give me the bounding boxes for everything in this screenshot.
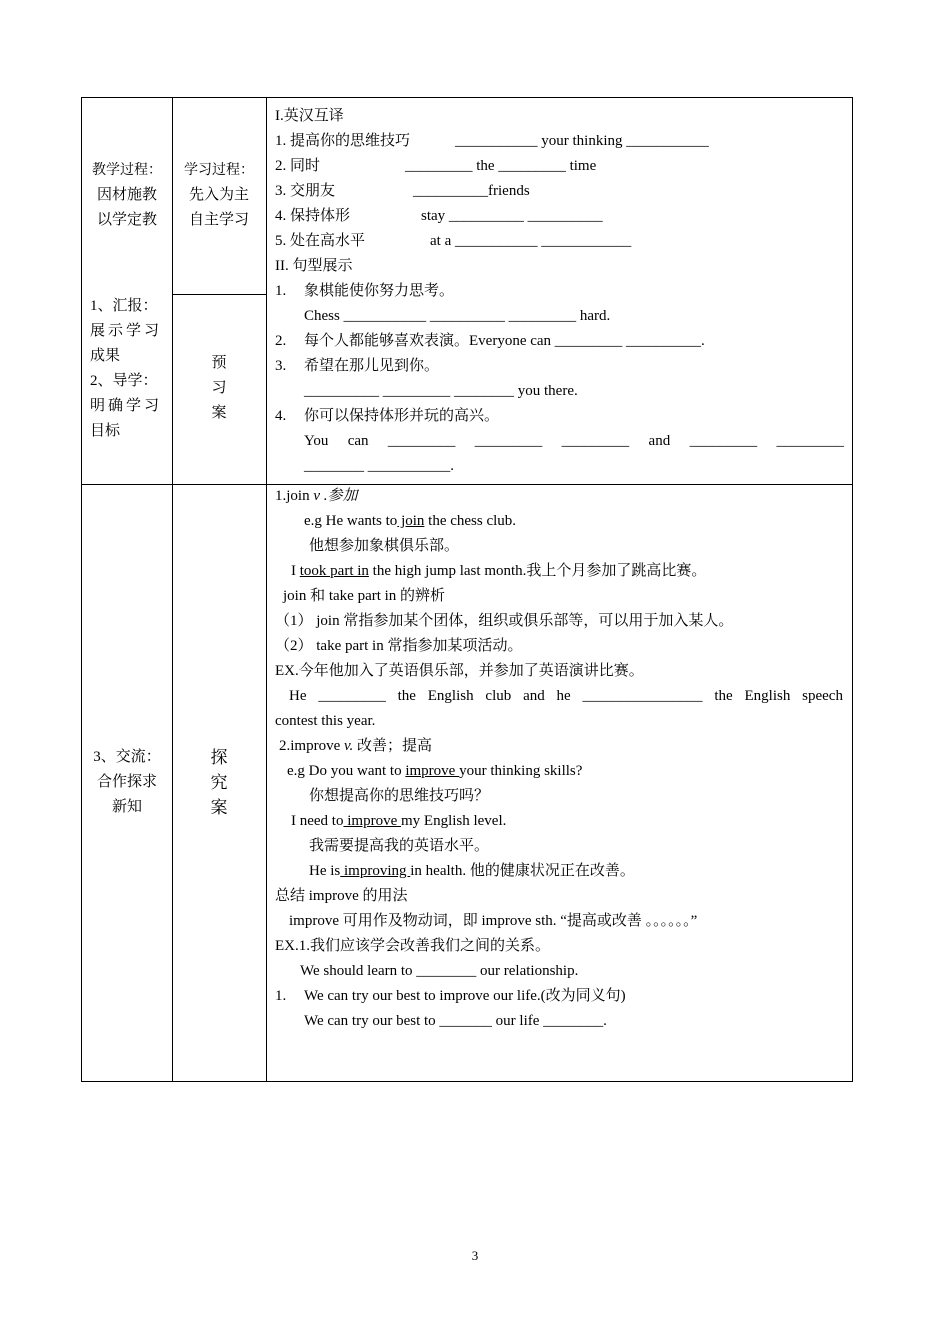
explore-line: （2） take part in 常指参加某项活动。 — [275, 638, 523, 654]
explore-line: I took part in the high jump last month.我上个月参加了跳高比赛。 — [291, 563, 707, 579]
preview-item-cn: 5. 处在高水平 — [275, 233, 366, 249]
explore-line: （1） join 常指参加某个团体，组织或俱乐部等，可以用于加入某人。 — [275, 613, 734, 629]
column-divider — [172, 98, 173, 1081]
preview-item-cn: 1. 提高你的思维技巧 — [275, 133, 411, 149]
explore-line-number: 1. — [275, 988, 287, 1004]
explore-line: 他想参加象棋俱乐部。 — [309, 538, 460, 554]
sentence-cn: 你可以保持体形并玩的高兴。 — [304, 408, 500, 424]
col2-preview-label: 预 习 案 — [211, 355, 227, 421]
explore-line: join 和 take part in 的辨析 — [283, 588, 446, 604]
sentence-full: 每个人都能够喜欢表演。Everyone can _________ __________. — [304, 333, 705, 349]
preview-item-en: ___________ your thinking ___________ — [455, 133, 709, 149]
preview-heading-1: I.英汉互译 — [275, 108, 344, 124]
preview-item-cn: 3. 交朋友 — [275, 183, 336, 199]
row-divider — [172, 294, 266, 295]
explore-line: 总结 improve 的用法 — [275, 888, 408, 904]
explore-line: We can try our best to _______ our life ________. — [304, 1013, 607, 1029]
explore-line: 2.improve v. 改善；提高 — [279, 738, 433, 754]
sentence-en: Chess ___________ __________ _________ hard. — [304, 308, 611, 324]
explore-line: He is improving in health. 他的健康状况正在改善。 — [309, 863, 635, 879]
sentence-number: 1. — [275, 283, 287, 299]
col1-report-guide-label: 1、汇报： 展示学习 成果 2、导学： 明确学习 目标 — [90, 298, 163, 439]
explore-line: 1.join v .参加 — [275, 488, 358, 504]
explore-content — [267, 484, 853, 1082]
sentence-number: 2. — [275, 333, 287, 349]
lesson-table — [81, 97, 853, 1082]
explore-line: We can try our best to improve our life.(改为同义句) — [304, 988, 626, 1004]
sentence-en-justified: You can _________ _________ _________ and _________ _________ — [304, 433, 844, 449]
explore-line: e.g He wants to join the chess club. — [304, 513, 517, 529]
preview-heading-2: II. 句型展示 — [275, 258, 353, 274]
preview-item-en: stay __________ __________ — [421, 208, 603, 224]
explore-line-justified: He _________ the English club and he ________________ the English speech — [289, 688, 843, 704]
explore-line: 我需要提高我的英语水平。 — [309, 838, 490, 854]
preview-content — [267, 98, 853, 484]
preview-item-en: _________ the _________ time — [405, 158, 597, 174]
col1-exchange-label: 3、交流： 合作探求 新知 — [93, 749, 161, 815]
preview-item-en: at a ___________ ____________ — [430, 233, 632, 249]
sentence-en: __________ _________ ________ you there. — [304, 383, 578, 399]
explore-line: EX.1.我们应该学会改善我们之间的关系。 — [275, 938, 550, 954]
sentence-en: ________ ___________. — [304, 458, 454, 474]
explore-line: EX.今年他加入了英语俱乐部，并参加了英语演讲比赛。 — [275, 663, 644, 679]
preview-item-cn: 4. 保持体形 — [275, 208, 351, 224]
explore-line: We should learn to ________ our relationship. — [300, 963, 579, 979]
col2-explore-label: 探 究 案 — [210, 748, 228, 817]
preview-item-en: __________friends — [413, 183, 530, 199]
sentence-cn: 象棋能使你努力思考。 — [304, 283, 455, 299]
explore-line: e.g Do you want to improve your thinking skills? — [287, 763, 583, 779]
explore-line: 你想提高你的思维技巧吗？ — [309, 788, 490, 804]
preview-item-cn: 2. 同时 — [275, 158, 321, 174]
sentence-number: 4. — [275, 408, 287, 424]
col2-learning-label: 学习过程： 先入为主 自主学习 — [184, 163, 254, 228]
col1-process-label: 教学过程： 因材施教 以学定教 — [92, 163, 162, 228]
page-number: 3 — [471, 1248, 479, 1263]
explore-line: I need to improve my English level. — [291, 813, 507, 829]
explore-line: improve 可用作及物动词，即 improve sth. “提高或改善 。。。。。。” — [289, 913, 698, 929]
explore-line: contest this year. — [275, 713, 376, 729]
sentence-cn: 希望在那儿见到你。 — [304, 358, 440, 374]
sentence-number: 3. — [275, 358, 287, 374]
